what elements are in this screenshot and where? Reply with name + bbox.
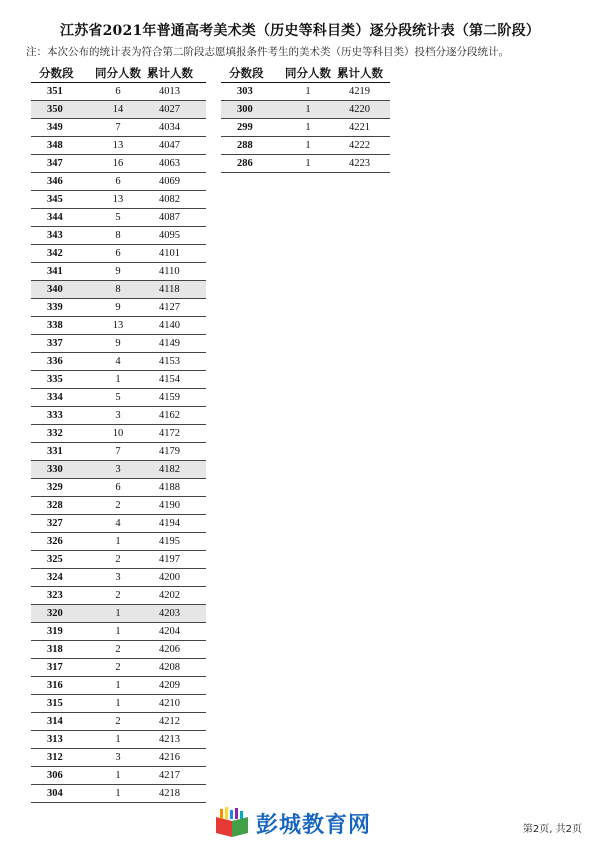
cumulative-cell: 4220 bbox=[333, 101, 390, 119]
score-table-left bbox=[31, 64, 206, 803]
book-icon bbox=[212, 807, 252, 839]
cumulative-cell: 4047 bbox=[143, 137, 206, 155]
cumulative-cell: 4188 bbox=[143, 479, 206, 497]
table-row bbox=[31, 371, 206, 389]
score-cell: 344 bbox=[31, 209, 93, 227]
cumulative-cell: 4219 bbox=[333, 83, 390, 101]
cumulative-cell: 4162 bbox=[143, 407, 206, 425]
score-cell: 323 bbox=[31, 587, 93, 605]
cumulative-cell: 4172 bbox=[143, 425, 206, 443]
table-row bbox=[31, 659, 206, 677]
score-cell: 288 bbox=[221, 137, 283, 155]
same-count-cell: 1 bbox=[93, 605, 143, 623]
score-cell: 312 bbox=[31, 749, 93, 767]
score-cell: 336 bbox=[31, 353, 93, 371]
score-cell: 328 bbox=[31, 497, 93, 515]
score-cell: 345 bbox=[31, 191, 93, 209]
table-row bbox=[31, 101, 206, 119]
table-row bbox=[31, 335, 206, 353]
table-row bbox=[31, 713, 206, 731]
score-cell: 317 bbox=[31, 659, 93, 677]
same-count-cell: 1 bbox=[283, 137, 333, 155]
score-cell: 350 bbox=[31, 101, 93, 119]
same-count-cell: 13 bbox=[93, 137, 143, 155]
table-row bbox=[31, 677, 206, 695]
table-row bbox=[31, 587, 206, 605]
score-cell: 313 bbox=[31, 731, 93, 749]
same-count-cell: 13 bbox=[93, 317, 143, 335]
table-row bbox=[31, 407, 206, 425]
table-row bbox=[31, 695, 206, 713]
same-count-cell: 16 bbox=[93, 155, 143, 173]
score-cell: 342 bbox=[31, 245, 93, 263]
cumulative-cell: 4027 bbox=[143, 101, 206, 119]
cumulative-cell: 4179 bbox=[143, 443, 206, 461]
table-row bbox=[31, 227, 206, 245]
same-count-cell: 4 bbox=[93, 515, 143, 533]
same-count-cell: 1 bbox=[93, 785, 143, 803]
same-count-cell: 3 bbox=[93, 407, 143, 425]
cumulative-cell: 4208 bbox=[143, 659, 206, 677]
cumulative-cell: 4200 bbox=[143, 569, 206, 587]
table-row bbox=[31, 731, 206, 749]
cumulative-cell: 4095 bbox=[143, 227, 206, 245]
table-row bbox=[31, 317, 206, 335]
cumulative-cell: 4110 bbox=[143, 263, 206, 281]
table-row bbox=[31, 533, 206, 551]
column-header-score: 分数段 bbox=[221, 64, 283, 83]
cumulative-cell: 4195 bbox=[143, 533, 206, 551]
same-count-cell: 2 bbox=[93, 587, 143, 605]
same-count-cell: 5 bbox=[93, 389, 143, 407]
table-row bbox=[31, 623, 206, 641]
table-header-row bbox=[31, 64, 206, 83]
page-number: 第2页, 共2页 bbox=[522, 824, 582, 835]
score-cell: 337 bbox=[31, 335, 93, 353]
cumulative-cell: 4190 bbox=[143, 497, 206, 515]
score-cell: 319 bbox=[31, 623, 93, 641]
same-count-cell: 3 bbox=[93, 569, 143, 587]
table-row bbox=[31, 461, 206, 479]
table-row bbox=[221, 155, 390, 173]
same-count-cell: 2 bbox=[93, 659, 143, 677]
cumulative-cell: 4182 bbox=[143, 461, 206, 479]
score-cell: 343 bbox=[31, 227, 93, 245]
table-row bbox=[31, 569, 206, 587]
table-row bbox=[221, 83, 390, 101]
table-row bbox=[31, 245, 206, 263]
same-count-cell: 1 bbox=[93, 767, 143, 785]
table-row bbox=[31, 749, 206, 767]
table-note: 注：本次公布的统计表为符合第二阶段志愿填报条件考生的美术类（历史等科目类）投档分逐分段统计。 bbox=[26, 46, 509, 58]
table-row bbox=[31, 137, 206, 155]
score-cell: 347 bbox=[31, 155, 93, 173]
score-cell: 348 bbox=[31, 137, 93, 155]
score-cell: 339 bbox=[31, 299, 93, 317]
score-cell: 341 bbox=[31, 263, 93, 281]
cumulative-cell: 4194 bbox=[143, 515, 206, 533]
table-row bbox=[31, 353, 206, 371]
cumulative-cell: 4101 bbox=[143, 245, 206, 263]
score-cell: 333 bbox=[31, 407, 93, 425]
same-count-cell: 1 bbox=[93, 731, 143, 749]
same-count-cell: 9 bbox=[93, 263, 143, 281]
cumulative-cell: 4013 bbox=[143, 83, 206, 101]
same-count-cell: 2 bbox=[93, 551, 143, 569]
same-count-cell: 2 bbox=[93, 497, 143, 515]
cumulative-cell: 4063 bbox=[143, 155, 206, 173]
column-header-score: 分数段 bbox=[31, 64, 93, 83]
table-row bbox=[31, 299, 206, 317]
column-header-same: 同分人数 bbox=[93, 64, 143, 83]
cumulative-cell: 4213 bbox=[143, 731, 206, 749]
same-count-cell: 8 bbox=[93, 227, 143, 245]
cumulative-cell: 4159 bbox=[143, 389, 206, 407]
cumulative-cell: 4216 bbox=[143, 749, 206, 767]
same-count-cell: 1 bbox=[93, 533, 143, 551]
site-logo bbox=[212, 806, 392, 840]
cumulative-cell: 4149 bbox=[143, 335, 206, 353]
score-cell: 300 bbox=[221, 101, 283, 119]
score-cell: 325 bbox=[31, 551, 93, 569]
cumulative-cell: 4217 bbox=[143, 767, 206, 785]
column-header-same: 同分人数 bbox=[283, 64, 333, 83]
site-brand: 彭城教育网 bbox=[256, 812, 372, 838]
cumulative-cell: 4197 bbox=[143, 551, 206, 569]
score-cell: 286 bbox=[221, 155, 283, 173]
score-cell: 332 bbox=[31, 425, 93, 443]
cumulative-cell: 4154 bbox=[143, 371, 206, 389]
score-cell: 326 bbox=[31, 533, 93, 551]
same-count-cell: 6 bbox=[93, 173, 143, 191]
score-cell: 304 bbox=[31, 785, 93, 803]
score-cell: 349 bbox=[31, 119, 93, 137]
table-row bbox=[31, 209, 206, 227]
score-cell: 314 bbox=[31, 713, 93, 731]
cumulative-cell: 4210 bbox=[143, 695, 206, 713]
same-count-cell: 6 bbox=[93, 479, 143, 497]
score-cell: 334 bbox=[31, 389, 93, 407]
table-row bbox=[31, 641, 206, 659]
score-cell: 316 bbox=[31, 677, 93, 695]
score-cell: 299 bbox=[221, 119, 283, 137]
cumulative-cell: 4087 bbox=[143, 209, 206, 227]
table-row bbox=[31, 425, 206, 443]
same-count-cell: 1 bbox=[93, 677, 143, 695]
score-cell: 331 bbox=[31, 443, 93, 461]
table-row bbox=[31, 155, 206, 173]
page-title: 江苏省2021年普通高考美术类（历史等科目类）逐分段统计表（第二阶段） bbox=[60, 23, 540, 39]
score-cell: 346 bbox=[31, 173, 93, 191]
cumulative-cell: 4118 bbox=[143, 281, 206, 299]
table-row bbox=[31, 191, 206, 209]
same-count-cell: 2 bbox=[93, 713, 143, 731]
same-count-cell: 14 bbox=[93, 101, 143, 119]
table-row bbox=[31, 281, 206, 299]
same-count-cell: 7 bbox=[93, 119, 143, 137]
same-count-cell: 10 bbox=[93, 425, 143, 443]
score-cell: 324 bbox=[31, 569, 93, 587]
same-count-cell: 9 bbox=[93, 335, 143, 353]
same-count-cell: 4 bbox=[93, 353, 143, 371]
same-count-cell: 13 bbox=[93, 191, 143, 209]
same-count-cell: 6 bbox=[93, 83, 143, 101]
table-row bbox=[31, 389, 206, 407]
cumulative-cell: 4069 bbox=[143, 173, 206, 191]
same-count-cell: 1 bbox=[93, 371, 143, 389]
score-cell: 327 bbox=[31, 515, 93, 533]
cumulative-cell: 4221 bbox=[333, 119, 390, 137]
table-row bbox=[31, 83, 206, 101]
cumulative-cell: 4218 bbox=[143, 785, 206, 803]
cumulative-cell: 4034 bbox=[143, 119, 206, 137]
score-cell: 320 bbox=[31, 605, 93, 623]
table-row bbox=[31, 515, 206, 533]
same-count-cell: 1 bbox=[283, 83, 333, 101]
table-row bbox=[31, 443, 206, 461]
score-cell: 338 bbox=[31, 317, 93, 335]
table-row bbox=[31, 479, 206, 497]
table-row bbox=[221, 119, 390, 137]
cumulative-cell: 4153 bbox=[143, 353, 206, 371]
table-row bbox=[31, 173, 206, 191]
cumulative-cell: 4204 bbox=[143, 623, 206, 641]
same-count-cell: 9 bbox=[93, 299, 143, 317]
column-header-cumulative: 累计人数 bbox=[333, 64, 390, 83]
same-count-cell: 1 bbox=[93, 623, 143, 641]
cumulative-cell: 4209 bbox=[143, 677, 206, 695]
table-row bbox=[31, 263, 206, 281]
same-count-cell: 7 bbox=[93, 443, 143, 461]
same-count-cell: 2 bbox=[93, 641, 143, 659]
table-row bbox=[31, 767, 206, 785]
table-row bbox=[31, 551, 206, 569]
score-cell: 318 bbox=[31, 641, 93, 659]
same-count-cell: 6 bbox=[93, 245, 143, 263]
cumulative-cell: 4222 bbox=[333, 137, 390, 155]
cumulative-cell: 4212 bbox=[143, 713, 206, 731]
cumulative-cell: 4202 bbox=[143, 587, 206, 605]
cumulative-cell: 4203 bbox=[143, 605, 206, 623]
score-cell: 303 bbox=[221, 83, 283, 101]
score-cell: 330 bbox=[31, 461, 93, 479]
same-count-cell: 1 bbox=[93, 695, 143, 713]
table-header-row bbox=[221, 64, 390, 83]
score-cell: 351 bbox=[31, 83, 93, 101]
cumulative-cell: 4127 bbox=[143, 299, 206, 317]
same-count-cell: 5 bbox=[93, 209, 143, 227]
same-count-cell: 1 bbox=[283, 155, 333, 173]
score-cell: 335 bbox=[31, 371, 93, 389]
cumulative-cell: 4223 bbox=[333, 155, 390, 173]
same-count-cell: 3 bbox=[93, 749, 143, 767]
score-cell: 315 bbox=[31, 695, 93, 713]
cumulative-cell: 4206 bbox=[143, 641, 206, 659]
score-cell: 340 bbox=[31, 281, 93, 299]
cumulative-cell: 4140 bbox=[143, 317, 206, 335]
table-row bbox=[31, 785, 206, 803]
column-header-cumulative: 累计人数 bbox=[143, 64, 206, 83]
score-table-right bbox=[221, 64, 390, 173]
table-row bbox=[31, 119, 206, 137]
table-row bbox=[31, 605, 206, 623]
same-count-cell: 3 bbox=[93, 461, 143, 479]
table-row bbox=[31, 497, 206, 515]
same-count-cell: 1 bbox=[283, 101, 333, 119]
cumulative-cell: 4082 bbox=[143, 191, 206, 209]
same-count-cell: 8 bbox=[93, 281, 143, 299]
table-row bbox=[221, 137, 390, 155]
score-cell: 329 bbox=[31, 479, 93, 497]
table-row bbox=[221, 101, 390, 119]
score-cell: 306 bbox=[31, 767, 93, 785]
same-count-cell: 1 bbox=[283, 119, 333, 137]
